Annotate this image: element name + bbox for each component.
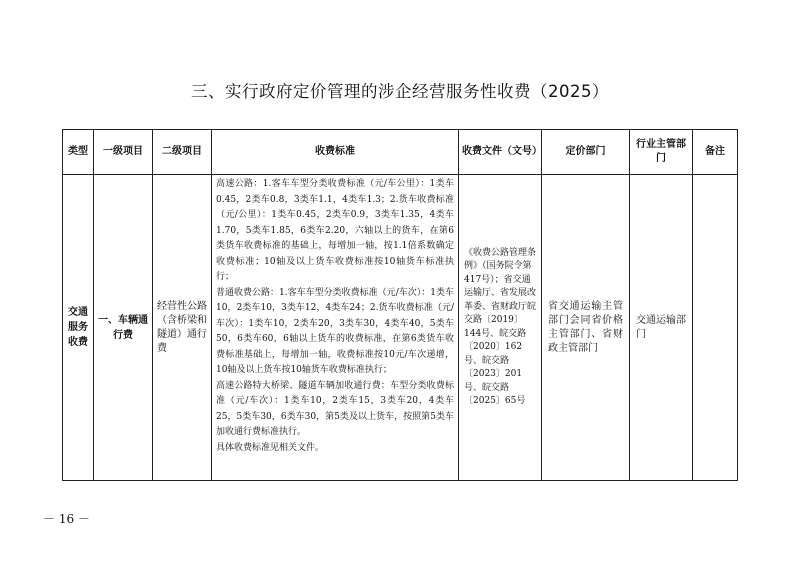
cell-industry-dept: 交通运输部门 — [630, 175, 693, 481]
standard-paragraph: 高速公路：1.客车车型分类收费标准（元/车公里）：1类车0.45，2类车0.8，3类车1.1，4类车1.3；2.货车收费标准（元/公里）：1类车0.45，2类车0.9，3类车1.35，4类车1.70，5类车1.85，6类车2.20，六轴以上的货车，在第6类货车收费标准的基础上，每增加一轴，按1.1倍系数确定收费标准；10轴及以上货车收费标准按10轴货车标准执行； — [216, 179, 454, 282]
header-document: 收费文件（文号） — [459, 130, 542, 175]
table-row — [63, 175, 738, 481]
header-remark: 备注 — [693, 130, 738, 175]
page-number: － 16 － — [43, 512, 90, 526]
cell-level2: 经营性公路（含桥梁和隧道）通行费 — [153, 175, 212, 481]
standard-paragraph: 高速公路特大桥梁、隧道车辆加收通行费：车型分类收费标准（元/车次）：1类车10，2类车15，3类车20，4类车25，5类车30，6类车30，第5类及以上货车，按照第5类车加收通行费标准执行。 — [216, 380, 454, 437]
cell-standard — [212, 175, 459, 481]
table-header-row — [63, 130, 738, 175]
fee-table — [62, 129, 738, 481]
page-title: 三、实行政府定价管理的涉企经营服务性收费（2025） — [191, 82, 609, 101]
header-industry-dept: 行业主管部门 — [630, 130, 693, 175]
header-level1: 一级项目 — [94, 130, 153, 175]
cell-level1: 一、车辆通行费 — [94, 175, 153, 481]
cell-pricing-dept: 省交通运输主管部门会同省价格主管部门、省财政主管部门 — [542, 175, 630, 481]
cell-remark — [693, 175, 738, 481]
header-pricing-dept: 定价部门 — [542, 130, 630, 175]
standard-paragraph: 普通收费公路：1.客车车型分类收费标准（元/车次）：1类车10，2类车10，3类车12，4类车24；2.货车收费标准（元/车次）：1类车10，2类车20，3类车30，4类车40，5类车50，6类车60，6轴以上货车的收费标准，在第6类货车收费标准基础上，每增加一轴，收费标准按10元/车次递增，10轴及以上货车按10轴货车收费标准执行； — [216, 287, 454, 375]
header-type: 类型 — [63, 130, 94, 175]
cell-document: 《收费公路管理条例》（国务院令第417号）；省交通运输厅、省发展改革委、省财政厅皖交路〔2019〕144号、皖交路〔2020〕162号、皖交路〔2023〕201号、皖交路〔2025〕65号 — [459, 175, 542, 481]
header-standard: 收费标准 — [212, 130, 459, 175]
standard-paragraph: 具体收费标准见相关文件。 — [216, 442, 325, 453]
header-level2: 二级项目 — [153, 130, 212, 175]
cell-type: 交通服务收费 — [63, 175, 94, 481]
